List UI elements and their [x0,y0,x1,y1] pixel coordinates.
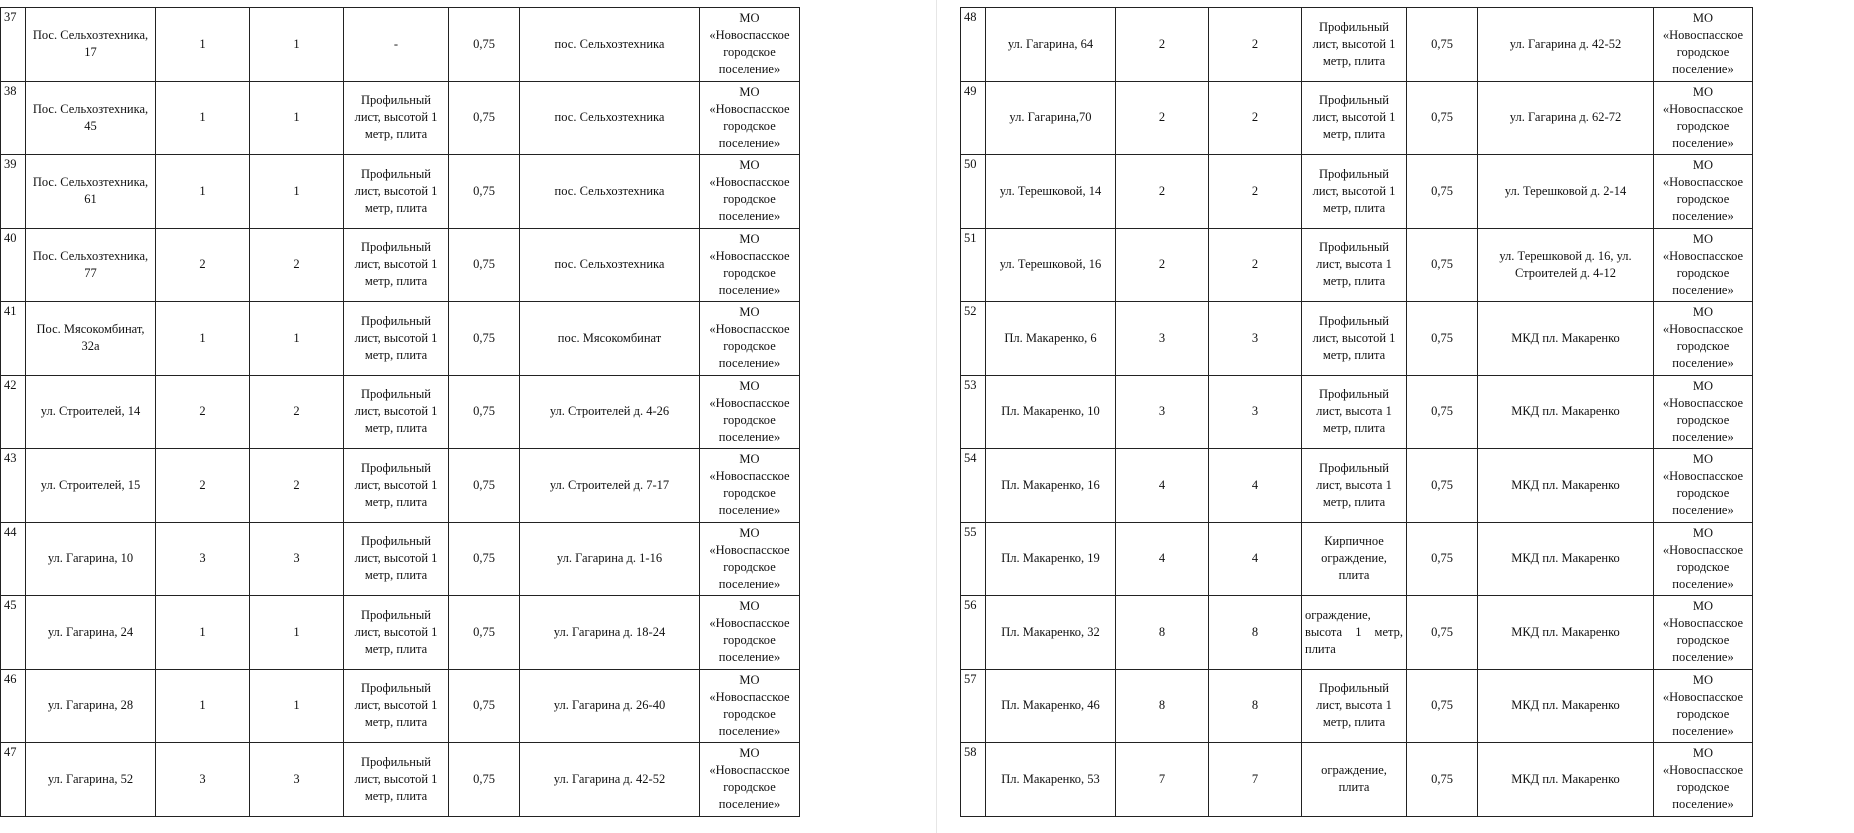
count-cell: 4 [1209,522,1302,596]
area-cell: 0,75 [449,8,520,82]
area-cell: 0,75 [1407,522,1478,596]
area-cell: 0,75 [449,449,520,523]
count-cell: 3 [1116,302,1209,376]
count-cell: 3 [1209,302,1302,376]
served-cell: пос. Сельхозтехника [520,8,700,82]
row-number: 45 [1,596,26,670]
address-cell: ул. Терешковой, 14 [986,155,1116,229]
count-cell: 2 [1116,8,1209,82]
count-cell: 1 [250,596,344,670]
table-row [961,743,1753,817]
count-cell: 3 [250,743,344,817]
fence-cell: Профильный лист, высотой 1 метр, плита [344,228,449,302]
count-cell: 1 [250,302,344,376]
area-cell: 0,75 [449,743,520,817]
area-cell: 0,75 [1407,449,1478,523]
served-cell: ул. Строителей д. 7-17 [520,449,700,523]
area-cell: 0,75 [1407,302,1478,376]
served-cell: МКД пл. Макаренко [1478,449,1654,523]
owner-cell: МО «Новоспасское городское поселение» [700,375,800,449]
owner-cell: МО «Новоспасское городское поселение» [1654,449,1753,523]
count-cell: 1 [250,155,344,229]
owner-cell: МО «Новоспасское городское поселение» [1654,302,1753,376]
served-cell: ул. Терешковой д. 16, ул. Строителей д. 4-12 [1478,228,1654,302]
served-cell: МКД пл. Макаренко [1478,522,1654,596]
owner-cell: МО «Новоспасское городское поселение» [700,8,800,82]
owner-cell: МО «Новоспасское городское поселение» [1654,8,1753,82]
address-cell: ул. Строителей, 14 [26,375,156,449]
area-cell: 0,75 [449,596,520,670]
table-row [961,669,1753,743]
table-row [1,743,800,817]
row-number: 42 [1,375,26,449]
address-cell: Пл. Макаренко, 10 [986,375,1116,449]
table-row [961,302,1753,376]
table-row [1,228,800,302]
fence-cell: Профильный лист, высота 1 метр, плита [1302,669,1407,743]
count-cell: 4 [1116,449,1209,523]
address-cell: ул. Гагарина,70 [986,81,1116,155]
address-cell: Пос. Сельхозтехника, 61 [26,155,156,229]
address-cell: ул. Терешковой, 16 [986,228,1116,302]
row-number: 58 [961,743,986,817]
row-number: 50 [961,155,986,229]
sites-table-right [960,7,1753,817]
count-cell: 2 [250,375,344,449]
fence-cell: ограждение, высота 1 метр, плита [1302,596,1407,670]
count-cell: 2 [1116,228,1209,302]
count-cell: 2 [1209,8,1302,82]
count-cell: 4 [1116,522,1209,596]
owner-cell: МО «Новоспасское городское поселение» [700,155,800,229]
served-cell: пос. Сельхозтехника [520,155,700,229]
fence-cell: Профильный лист, высотой 1 метр, плита [1302,155,1407,229]
served-cell: ул. Гагарина д. 42-52 [1478,8,1654,82]
area-cell: 0,75 [449,81,520,155]
address-cell: Пл. Макаренко, 46 [986,669,1116,743]
count-cell: 7 [1209,743,1302,817]
count-cell: 2 [156,228,250,302]
address-cell: Пос. Сельхозтехника, 77 [26,228,156,302]
table-row [961,449,1753,523]
address-cell: ул. Гагарина, 28 [26,669,156,743]
area-cell: 0,75 [1407,155,1478,229]
fence-cell: Профильный лист, высотой 1 метр, плита [344,375,449,449]
table-row [961,81,1753,155]
served-cell: МКД пл. Макаренко [1478,669,1654,743]
area-cell: 0,75 [449,155,520,229]
served-cell: пос. Сельхозтехника [520,228,700,302]
count-cell: 8 [1116,669,1209,743]
served-cell: МКД пл. Макаренко [1478,596,1654,670]
area-cell: 0,75 [449,302,520,376]
row-number: 47 [1,743,26,817]
count-cell: 1 [250,81,344,155]
owner-cell: МО «Новоспасское городское поселение» [700,522,800,596]
count-cell: 1 [156,155,250,229]
count-cell: 8 [1209,596,1302,670]
count-cell: 2 [156,449,250,523]
area-cell: 0,75 [1407,8,1478,82]
count-cell: 1 [156,8,250,82]
fence-cell: Профильный лист, высота 1 метр, плита [1302,228,1407,302]
address-cell: ул. Гагарина, 64 [986,8,1116,82]
count-cell: 1 [156,669,250,743]
count-cell: 3 [1209,375,1302,449]
count-cell: 2 [156,375,250,449]
address-cell: ул. Гагарина, 10 [26,522,156,596]
count-cell: 3 [250,522,344,596]
fence-cell: Профильный лист, высота 1 метр, плита [1302,375,1407,449]
count-cell: 3 [156,522,250,596]
table-row [1,8,800,82]
area-cell: 0,75 [1407,375,1478,449]
owner-cell: МО «Новоспасское городское поселение» [700,596,800,670]
row-number: 51 [961,228,986,302]
count-cell: 2 [1209,228,1302,302]
row-number: 44 [1,522,26,596]
count-cell: 2 [1116,81,1209,155]
count-cell: 8 [1116,596,1209,670]
row-number: 41 [1,302,26,376]
owner-cell: МО «Новоспасское городское поселение» [1654,669,1753,743]
owner-cell: МО «Новоспасское городское поселение» [1654,596,1753,670]
owner-cell: МО «Новоспасское городское поселение» [1654,155,1753,229]
table-row [961,8,1753,82]
address-cell: ул. Гагарина, 24 [26,596,156,670]
row-number: 57 [961,669,986,743]
row-number: 40 [1,228,26,302]
owner-cell: МО «Новоспасское городское поселение» [1654,375,1753,449]
table-row [1,596,800,670]
fence-cell: Профильный лист, высотой 1 метр, плита [1302,8,1407,82]
owner-cell: МО «Новоспасское городское поселение» [1654,743,1753,817]
fence-cell: - [344,8,449,82]
row-number: 55 [961,522,986,596]
served-cell: МКД пл. Макаренко [1478,302,1654,376]
area-cell: 0,75 [449,522,520,596]
table-row [1,449,800,523]
count-cell: 2 [250,228,344,302]
fence-cell: Профильный лист, высотой 1 метр, плита [344,81,449,155]
address-cell: Пл. Макаренко, 53 [986,743,1116,817]
fence-cell: Профильный лист, высотой 1 метр, плита [344,449,449,523]
table-row [961,228,1753,302]
address-cell: Пл. Макаренко, 19 [986,522,1116,596]
table-row [961,596,1753,670]
row-number: 37 [1,8,26,82]
row-number: 46 [1,669,26,743]
address-cell: Пл. Макаренко, 16 [986,449,1116,523]
count-cell: 4 [1209,449,1302,523]
count-cell: 2 [1116,155,1209,229]
fence-cell: ограждение, плита [1302,743,1407,817]
count-cell: 8 [1209,669,1302,743]
row-number: 56 [961,596,986,670]
served-cell: пос. Мясокомбинат [520,302,700,376]
row-number: 43 [1,449,26,523]
owner-cell: МО «Новоспасское городское поселение» [700,449,800,523]
table-row [1,302,800,376]
fence-cell: Профильный лист, высотой 1 метр, плита [344,302,449,376]
table-row [961,375,1753,449]
address-cell: Пос. Сельхозтехника, 45 [26,81,156,155]
owner-cell: МО «Новоспасское городское поселение» [700,302,800,376]
row-number: 54 [961,449,986,523]
fence-cell: Профильный лист, высотой 1 метр, плита [344,522,449,596]
table-row [1,522,800,596]
count-cell: 2 [1209,81,1302,155]
row-number: 53 [961,375,986,449]
area-cell: 0,75 [1407,743,1478,817]
page-right [960,7,1854,817]
served-cell: ул. Гагарина д. 62-72 [1478,81,1654,155]
count-cell: 2 [1209,155,1302,229]
fence-cell: Профильный лист, высотой 1 метр, плита [1302,302,1407,376]
area-cell: 0,75 [1407,596,1478,670]
row-number: 38 [1,81,26,155]
row-number: 49 [961,81,986,155]
served-cell: пос. Сельхозтехника [520,81,700,155]
served-cell: МКД пл. Макаренко [1478,743,1654,817]
served-cell: ул. Гагарина д. 42-52 [520,743,700,817]
page-left [0,7,899,817]
table-row [961,522,1753,596]
table-row [1,81,800,155]
page-gutter [936,0,937,833]
row-number: 39 [1,155,26,229]
count-cell: 1 [250,8,344,82]
area-cell: 0,75 [449,375,520,449]
served-cell: ул. Гагарина д. 26-40 [520,669,700,743]
owner-cell: МО «Новоспасское городское поселение» [700,669,800,743]
table-row [1,155,800,229]
fence-cell: Кирпичное ограждение, плита [1302,522,1407,596]
count-cell: 1 [250,669,344,743]
owner-cell: МО «Новоспасское городское поселение» [700,81,800,155]
served-cell: ул. Гагарина д. 18-24 [520,596,700,670]
fence-cell: Профильный лист, высота 1 метр, плита [1302,449,1407,523]
served-cell: ул. Гагарина д. 1-16 [520,522,700,596]
table-row [1,669,800,743]
address-cell: Пл. Макаренко, 6 [986,302,1116,376]
address-cell: Пос. Сельхозтехника, 17 [26,8,156,82]
owner-cell: МО «Новоспасское городское поселение» [700,228,800,302]
owner-cell: МО «Новоспасское городское поселение» [1654,522,1753,596]
owner-cell: МО «Новоспасское городское поселение» [1654,81,1753,155]
fence-cell: Профильный лист, высотой 1 метр, плита [1302,81,1407,155]
count-cell: 3 [156,743,250,817]
table-row [961,155,1753,229]
table-row [1,375,800,449]
area-cell: 0,75 [449,228,520,302]
served-cell: ул. Терешковой д. 2-14 [1478,155,1654,229]
area-cell: 0,75 [449,669,520,743]
fence-cell: Профильный лист, высотой 1 метр, плита [344,596,449,670]
served-cell: МКД пл. Макаренко [1478,375,1654,449]
area-cell: 0,75 [1407,669,1478,743]
address-cell: Пл. Макаренко, 32 [986,596,1116,670]
row-number: 48 [961,8,986,82]
count-cell: 2 [250,449,344,523]
address-cell: Пос. Мясокомбинат, 32а [26,302,156,376]
count-cell: 3 [1116,375,1209,449]
count-cell: 7 [1116,743,1209,817]
owner-cell: МО «Новоспасское городское поселение» [1654,228,1753,302]
count-cell: 1 [156,81,250,155]
sites-table-left [0,7,800,817]
row-number: 52 [961,302,986,376]
area-cell: 0,75 [1407,228,1478,302]
area-cell: 0,75 [1407,81,1478,155]
fence-cell: Профильный лист, высотой 1 метр, плита [344,743,449,817]
fence-cell: Профильный лист, высотой 1 метр, плита [344,669,449,743]
served-cell: ул. Строителей д. 4-26 [520,375,700,449]
address-cell: ул. Гагарина, 52 [26,743,156,817]
owner-cell: МО «Новоспасское городское поселение» [700,743,800,817]
address-cell: ул. Строителей, 15 [26,449,156,523]
count-cell: 1 [156,302,250,376]
fence-cell: Профильный лист, высотой 1 метр, плита [344,155,449,229]
count-cell: 1 [156,596,250,670]
